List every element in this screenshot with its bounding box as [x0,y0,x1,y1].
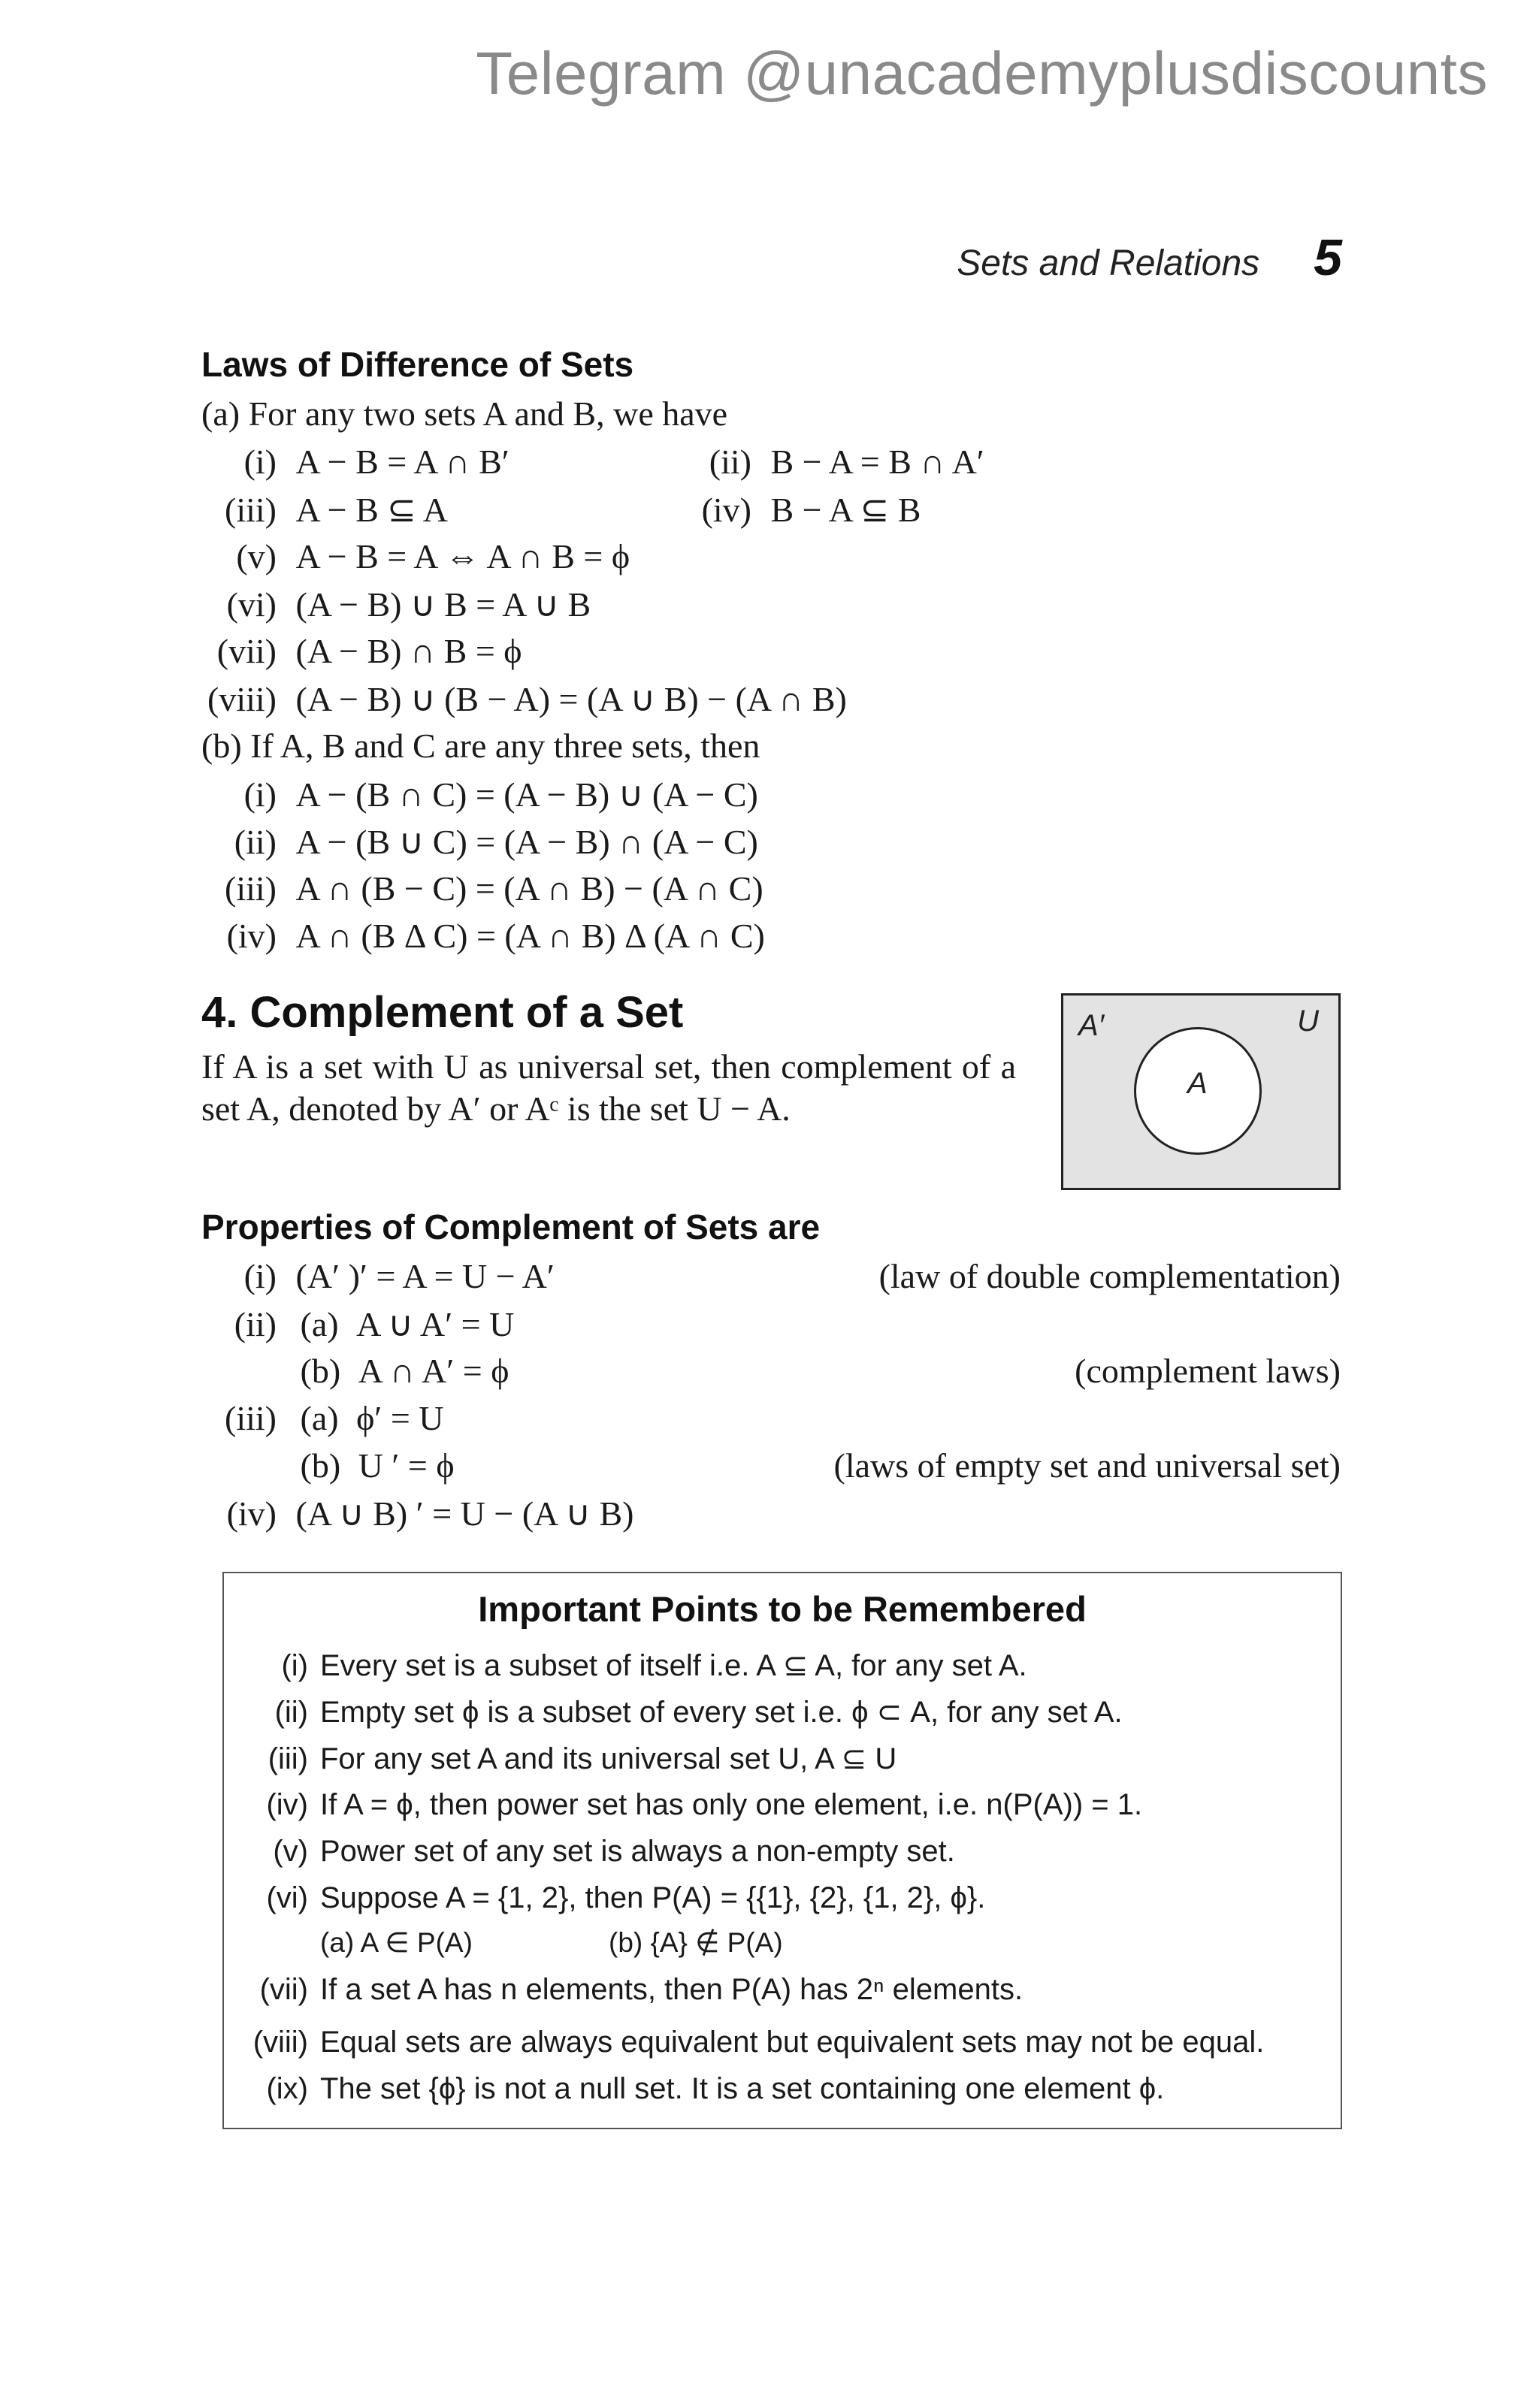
item-formula: A ∪ A′ = U [356,1305,515,1343]
important-point [224,1881,985,1915]
item-note: (law of double complementation) [878,1257,1341,1295]
item-formula: A ∩ A′ = ϕ [358,1352,509,1390]
item-label: (iii) [225,1399,277,1437]
diff-a-item [201,536,630,576]
item-note: (complement laws) [1075,1352,1341,1390]
point-text: Power set of any set is always a non-empty set. [320,1835,955,1868]
item-label: (iv) [226,1494,277,1533]
item-formula: A ∩ (B Δ C) = (A ∩ B) Δ (A ∩ C) [295,917,765,955]
point-label: (iv) [266,1788,308,1821]
item-label: (viii) [207,680,277,718]
point-label: (iii) [268,1742,308,1775]
property-item [201,1446,1341,1485]
important-point [224,1695,1123,1730]
item-sub-label: (a) [300,1399,339,1437]
item-label: (i) [243,775,277,814]
item-sub-label: (b) [300,1446,341,1485]
item-formula: (A′ )′ = A = U − A′ [295,1257,555,1295]
item-label: (i) [243,443,277,481]
important-point [224,1648,1027,1683]
point-label: (vii) [259,1973,308,2006]
item-label: (ii) [234,1305,277,1343]
point-text: If A = ϕ, then power set has only one element, i.e. n(P(A)) = 1. [320,1788,1143,1821]
important-subpoint-b: (b) {A} ∉ P(A) [609,1927,783,1958]
important-point [224,2026,1264,2059]
item-formula: (A − B) ∩ B = ϕ [295,632,522,670]
item-sub-label: (b) [300,1352,341,1390]
item-formula: A − B ⊆ A [295,491,449,529]
important-points-title: Important Points to be Remembered [478,1589,1087,1629]
important-subpoint-a: (a) A ∈ P(A) [320,1927,473,1958]
diff-b-item [201,916,765,956]
item-sub-label: (a) [300,1305,339,1343]
venn-universe-label: U [1297,1005,1319,1038]
diff-a-item [201,631,522,671]
item-label: (ii) [709,443,751,481]
difference-intro-a: (a) For any two sets A and B, we have [201,394,728,433]
property-item [201,1398,1341,1438]
item-label: (iii) [225,869,277,908]
diff-a-item [669,489,921,530]
point-text: Suppose A = {1, 2}, then P(A) = {{1}, {2}, {1, 2}, ϕ}. [320,1881,986,1914]
item-formula: B − A ⊆ B [770,491,921,529]
item-formula: U ′ = ϕ [358,1446,455,1485]
venn-complement-label: A′ [1078,1009,1105,1042]
point-text: Equal sets are always equivalent but equivalent sets may not be equal. [320,2026,1265,2059]
item-label: (iii) [225,491,277,529]
important-point [224,1742,896,1776]
important-point [224,2072,1164,2106]
difference-heading: Laws of Difference of Sets [201,345,634,384]
venn-set-circle [1134,1027,1262,1155]
properties-heading: Properties of Complement of Sets are [201,1207,821,1246]
important-point [224,1973,1023,2007]
important-point [224,1835,955,1869]
running-title: Sets and Relations [957,243,1260,283]
item-label: (i) [243,1257,277,1295]
item-note: (laws of empty set and universal set) [833,1446,1341,1485]
venn-set-label: A [1187,1067,1208,1100]
item-formula: A − B = A ∩ B′ [295,443,509,481]
point-text: If a set A has n elements, then P(A) has 2ⁿ elements. [320,1973,1023,2006]
complement-definition: If A is a set with U as universal set, then complement of a set A, denoted by A′ or Aᶜ is the set U − A. [201,1047,1016,1128]
point-label: (v) [273,1835,308,1868]
point-text: The set {ϕ} is not a null set. It is a set containing one element ϕ. [320,2072,1165,2105]
point-text: Empty set ϕ is a subset of every set i.e. ϕ ⊂ A, for any set A. [320,1696,1123,1729]
diff-b-item [201,774,758,814]
important-points-box [222,1572,1342,2129]
point-text: Every set is a subset of itself i.e. A ⊆ A, for any set A. [320,1649,1027,1682]
item-label: (iv) [701,491,751,529]
item-formula: A − B = A ⇔ A ∩ B = ϕ [295,537,630,576]
item-formula: A − (B ∪ C) = (A − B) ∩ (A − C) [295,823,758,861]
item-formula: A ∩ (B − C) = (A ∩ B) − (A ∩ C) [295,869,763,908]
item-label: (v) [236,537,277,576]
item-label: (iv) [226,917,277,955]
item-label: (ii) [234,823,277,861]
diff-a-item [201,678,847,719]
point-label: (ix) [266,2072,308,2105]
complement-heading: 4. Complement of a Set [201,988,684,1037]
item-formula: (A ∪ B) ′ = U − (A ∪ B) [295,1494,634,1533]
property-item [201,1256,1341,1296]
item-formula: ϕ′ = U [356,1399,444,1437]
property-item [201,1493,1341,1533]
point-label: (i) [281,1649,308,1682]
item-label: (vi) [226,585,277,624]
item-label: (vii) [216,632,277,670]
point-label: (ii) [274,1696,308,1729]
diff-b-item [201,821,758,862]
venn-diagram [1061,993,1341,1190]
diff-a-item [201,584,591,624]
point-label: (viii) [252,2026,308,2059]
page-number: 5 [1314,229,1342,286]
diff-a-item [201,442,509,482]
item-formula: (A − B) ∪ (B − A) = (A ∪ B) − (A ∩ B) [295,680,847,718]
watermark-text: Telegram @unacademyplusdiscounts [476,40,1488,107]
property-item [201,1351,1341,1391]
diff-a-item [669,442,984,482]
item-formula: (A − B) ∪ B = A ∪ B [295,585,591,624]
diff-a-item [201,489,448,530]
running-header [957,228,1342,287]
point-text: For any set A and its universal set U, A ⊆ U [320,1742,897,1775]
difference-intro-b: (b) If A, B and C are any three sets, then [201,727,760,765]
item-formula: A − (B ∩ C) = (A − B) ∪ (A − C) [295,775,758,814]
diff-b-item [201,869,763,908]
item-formula: B − A = B ∩ A′ [770,443,984,481]
property-item [201,1304,1341,1344]
point-label: (vi) [266,1881,308,1914]
important-point [224,1788,1142,1822]
